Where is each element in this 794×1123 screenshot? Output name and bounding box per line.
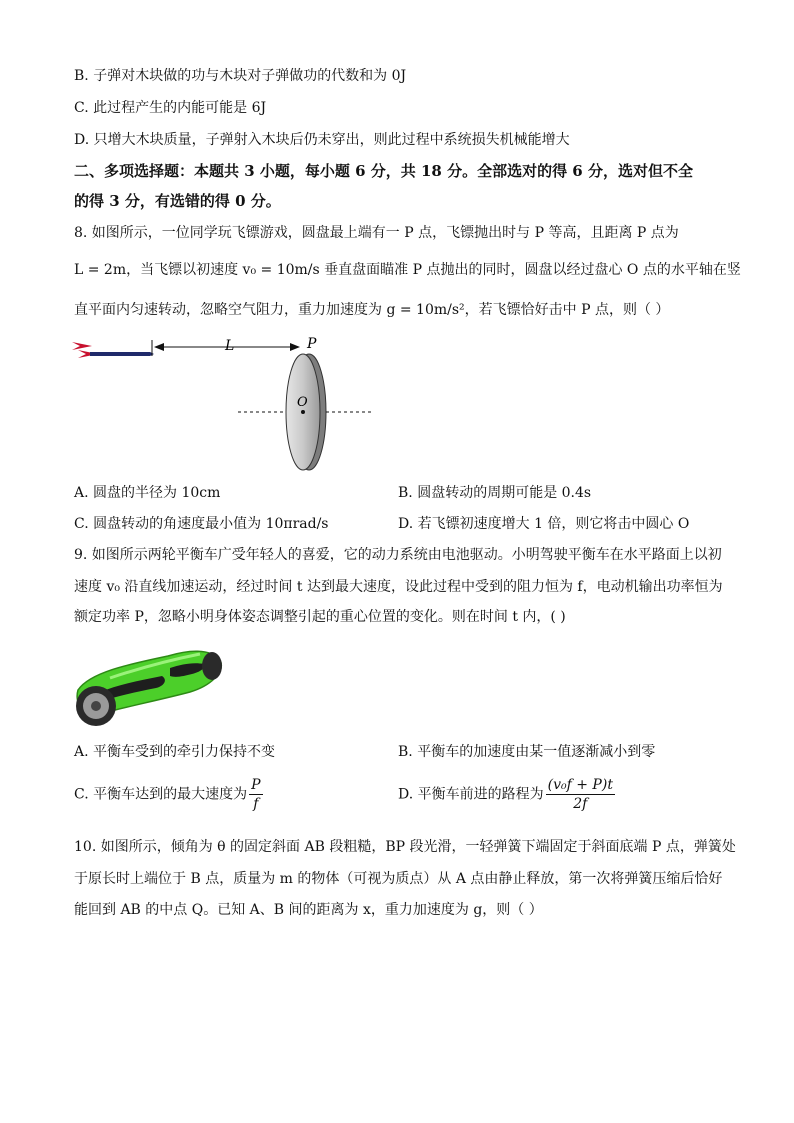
dart-icon xyxy=(72,342,154,358)
q9-option-d-prefix: D. 平衡车前进的路程为 xyxy=(398,786,544,803)
q9-text-line1: 9. 如图所示两轮平衡车广受年轻人的喜爱，它的动力系统由电池驱动。小明驾驶平衡车在水平路面上以初 xyxy=(74,547,722,563)
q8-option-a: A. 圆盘的半径为 10cm xyxy=(74,485,221,501)
q8-option-c: C. 圆盘转动的角速度最小值为 10πrad/s xyxy=(74,516,329,532)
q8-text-line2: L = 2m，当飞镖以初速度 v₀ = 10m/s 垂直盘面瞄准 P 点抛出的同时，圆盘以经过盘心 O 点的水平轴在竖 xyxy=(74,262,741,278)
q9-option-c-numerator: P xyxy=(251,777,261,793)
dart-disk-figure xyxy=(70,330,390,480)
q8-option-d: D. 若飞镖初速度增大 1 倍，则它将击中圆心 O xyxy=(398,516,690,532)
q8-text-line3: 直平面内匀速转动，忽略空气阻力，重力加速度为 g = 10m/s²，若飞镖恰好击中 P 点，则（ ） xyxy=(74,302,670,318)
label-L: L xyxy=(225,338,235,354)
section-heading-line2: 的得 3 分，有选错的得 0 分。 xyxy=(74,192,281,210)
q9-option-c-prefix: C. 平衡车达到的最大速度为 xyxy=(74,786,248,803)
q7-option-d: D. 只增大木块质量，子弹射入木块后仍未穿出，则此过程中系统损失机械能增大 xyxy=(74,132,570,148)
q9-option-a: A. 平衡车受到的牵引力保持不变 xyxy=(74,744,276,760)
q7-option-b: B. 子弹对木块做的功与木块对子弹做功的代数和为 0J xyxy=(74,68,407,84)
q9-text-line2: 速度 v₀ 沿直线加速运动，经过时间 t 达到最大速度，设此过程中受到的阻力恒为 f，电动机输出功率恒为 xyxy=(74,579,723,595)
label-P: P xyxy=(307,336,317,352)
q10-text-line2: 于原长时上端位于 B 点，质量为 m 的物体（可视为质点）从 A 点由静止释放，第一次将弹簧压缩后恰好 xyxy=(74,871,723,887)
label-O: O xyxy=(297,395,308,410)
q9-option-b: B. 平衡车的加速度由某一值逐渐减小到零 xyxy=(398,744,656,760)
q9-option-c-fraction xyxy=(249,776,262,813)
q9-option-d-numerator: (v₀f + P)t xyxy=(547,777,613,793)
section-heading-line1: 二、多项选择题：本题共 3 小题，每小题 6 分，共 18 分。全部选对的得 6 分，选对但不全 xyxy=(74,162,693,180)
q8-text-line1: 8. 如图所示，一位同学玩飞镖游戏，圆盘最上端有一 P 点，飞镖抛出时与 P 等高，且距离 P 点为 xyxy=(74,225,679,241)
hoverboard-illustration xyxy=(70,638,230,730)
q10-text-line1: 10. 如图所示，倾角为 θ 的固定斜面 AB 段粗糙，BP 段光滑，一轻弹簧下端固定于斜面底端 P 点，弹簧处 xyxy=(74,839,736,855)
q9-option-c-denominator: f xyxy=(253,796,259,812)
q9-option-c xyxy=(74,776,263,813)
q8-option-b: B. 圆盘转动的周期可能是 0.4s xyxy=(398,485,592,501)
q10-text-line3: 能回到 AB 的中点 Q。已知 A、B 间的距离为 x，重力加速度为 g，则（ ） xyxy=(74,902,543,918)
q9-option-d xyxy=(398,776,615,813)
q9-option-d-fraction xyxy=(546,776,615,813)
q9-text-line3: 额定功率 P，忽略小明身体姿态调整引起的重心位置的变化。则在时间 t 内，( ) xyxy=(74,609,566,625)
q7-option-c: C. 此过程产生的内能可能是 6J xyxy=(74,100,267,116)
q9-option-d-denominator: 2f xyxy=(573,796,588,812)
